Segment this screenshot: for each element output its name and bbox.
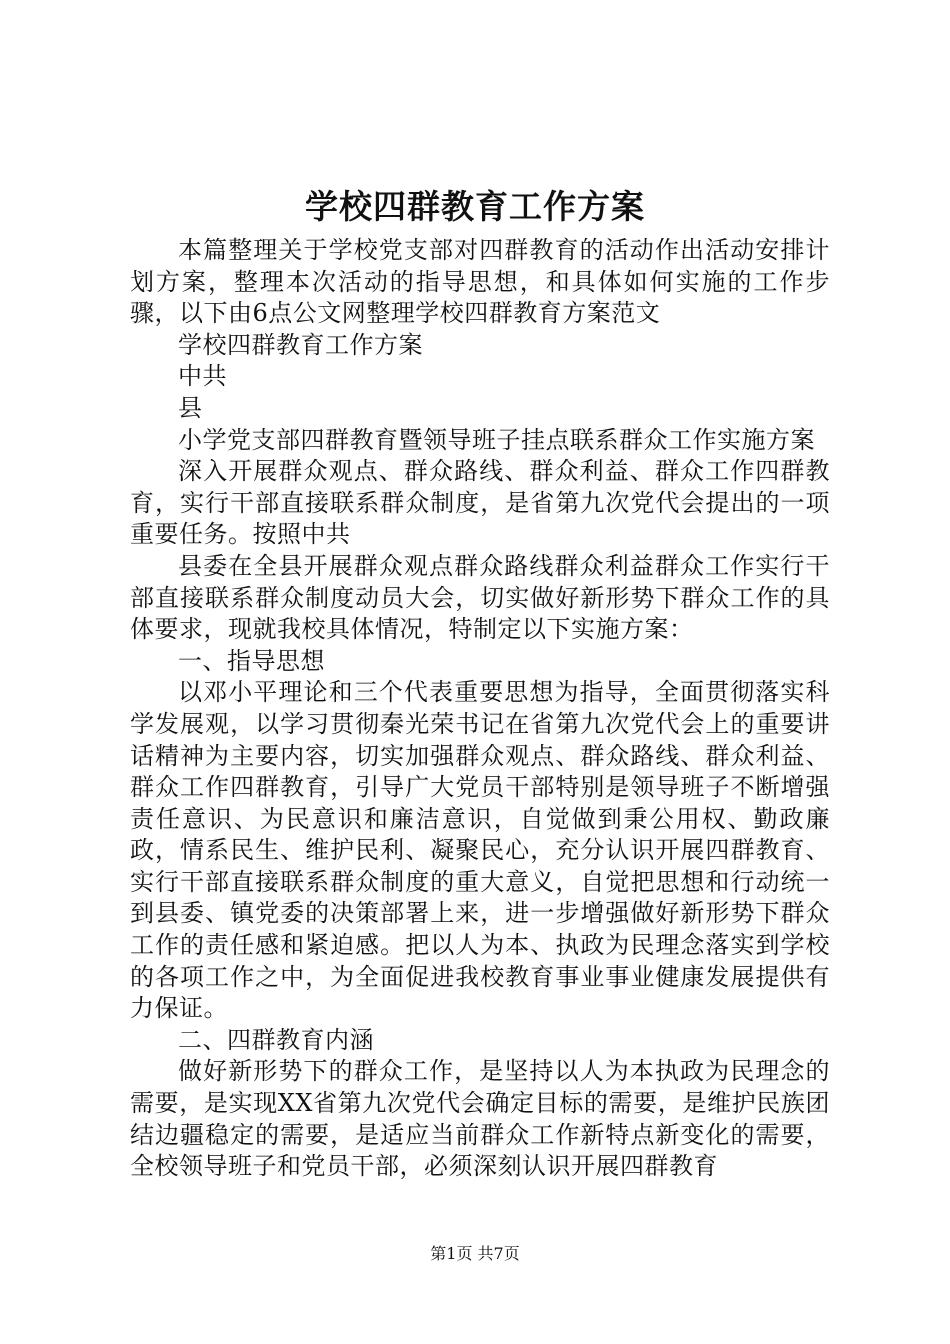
paragraph-county: 县 bbox=[178, 393, 203, 422]
document-body bbox=[130, 235, 830, 1183]
section-heading-connotation: 二、四群教育内涵 bbox=[178, 1025, 374, 1054]
document-title: 学校四群教育工作方案 bbox=[305, 187, 645, 226]
paragraph-plan-heading: 小学党支部四群教育暨领导班子挂点联系群众工作实施方案 bbox=[178, 425, 815, 454]
paragraph-intro: 本篇整理关于学校党支部对四群教育的活动作出活动安排计划方案，整理本次活动的指导思想，和具体如何实施的工作步骤，以下由6点公文网整理学校四群教育方案范文 bbox=[130, 236, 830, 328]
paragraph-guiding-thought: 以邓小平理论和三个代表重要思想为指导，全面贯彻落实科学发展观，以学习贯彻秦光荣书记在省第九次党代会上的重要讲话精神为主要内容，切实加强群众观点、群众路线、群众利益、群众工作四群教育，引导广大党员干部特别是领导班子不断增强责任意识、为民意识和廉洁意识，自觉做到秉公用权、勤政廉政，情系民生、维护民利、凝聚民心，充分认识开展四群教育、实行干部直接联系群众制度的重大意义，自觉把思想和行动统一到县委、镇党委的决策部署上来，进一步增强做好新形势下群众工作的责任感和紧迫感。把以人为本、执政为民理念落实到学校的各项工作之中，为全面促进我校教育事业事业健康发展提供有力保证。 bbox=[130, 678, 830, 1023]
paragraph-zhonggong: 中共 bbox=[178, 362, 227, 391]
paragraph-county-committee: 县委在全县开展群众观点群众路线群众利益群众工作实行干部直接联系群众制度动员大会，切实做好新形势下群众工作的具体要求，现就我校具体情况，特制定以下实施方案： bbox=[130, 551, 830, 644]
paragraph-connotation: 做好新形势下的群众工作，是坚持以人为本执政为民理念的需要，是实现XX省第九次党代会确定目标的需要，是维护民族团结边疆稳定的需要，是适应当前群众工作新特点新变化的需要，全校领导班子和党员干部，必须深刻认识开展四群教育 bbox=[130, 1057, 830, 1181]
paragraph-background: 深入开展群众观点、群众路线、群众利益、群众工作四群教育，实行干部直接联系群众制度，是省第九次党代会提出的一项重要任务。按照中共 bbox=[130, 457, 830, 549]
page-number-footer: 第1页 共7页 bbox=[430, 1244, 520, 1263]
section-heading-guiding-thought: 一、指导思想 bbox=[178, 646, 325, 675]
paragraph-subtitle: 学校四群教育工作方案 bbox=[178, 330, 423, 359]
